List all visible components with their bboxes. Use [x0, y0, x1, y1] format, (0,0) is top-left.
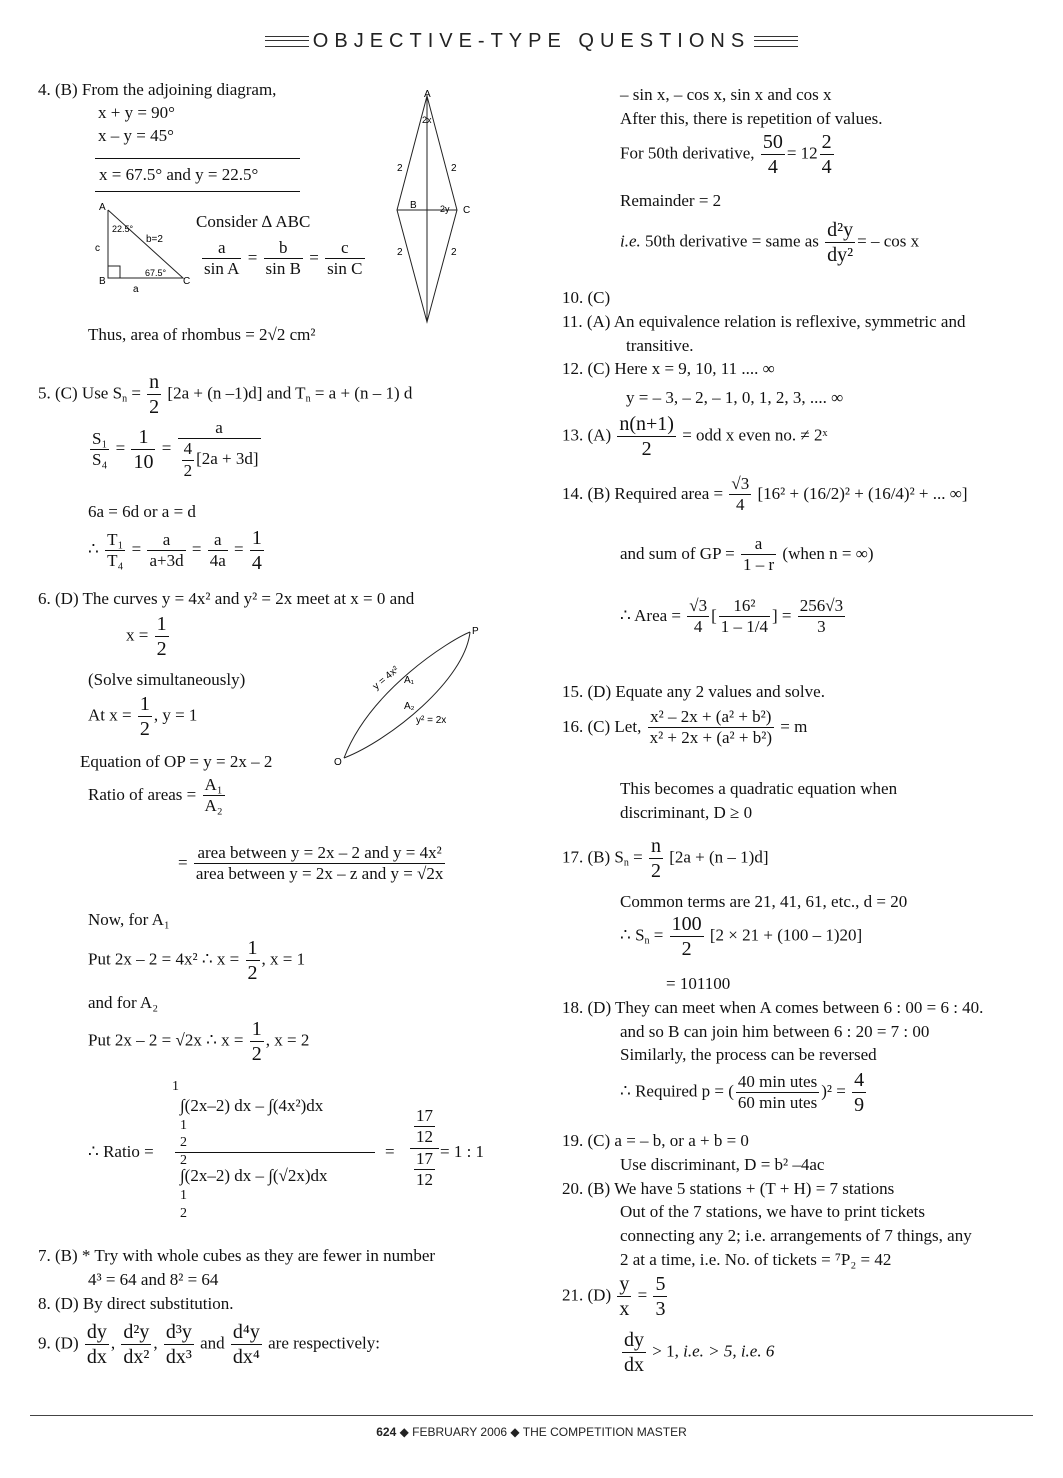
rh-label-A: A: [424, 89, 431, 100]
q6-int-limits-top: 1: [172, 1079, 179, 1094]
q6-result: = 1 : 1: [440, 1142, 485, 1161]
header-rule-right: [754, 36, 798, 47]
q17-line3: ∴ $S_n$ = $\frac{100}{2}$ [2 × 21 + (100 – 1)20]: [620, 913, 863, 960]
q15: 15. (D) Equate any 2 values and solve.: [562, 682, 825, 701]
q18-line1: 18. (D) They can meet when A comes between 6 : 00 = 6 : 40.: [562, 998, 984, 1017]
q14-area: ∴ Area = $\frac{√3}{4}$ [ $\frac{\text{16²}}{1 - 1/4}$ ] = $\frac{256√3}{3}$: [620, 596, 844, 637]
q4-line2: x + y = 90°: [98, 103, 175, 122]
rh-side-4: 2: [451, 247, 457, 258]
q20-line3: connecting any 2; i.e. arrangements of 7 things, any: [620, 1226, 972, 1245]
q6-area-frac: = $\frac{\text{area between y = 2x – 2 and y = 4x²}}{\text{area between y = 2x – z and y = √2x}}$: [178, 843, 444, 884]
rh-label-x: 2x: [422, 115, 432, 125]
q4-area: Thus, area of rhombus = 2√2 cm²: [88, 325, 316, 344]
q16-line2: This becomes a quadratic equation when: [620, 779, 898, 798]
footer-rule: [30, 1415, 1033, 1416]
q17-line2: Common terms are 21, 41, 61, etc., d = 20: [620, 892, 908, 911]
rh-side-2: 2: [451, 163, 457, 174]
tri-angle-a: 22.5°: [112, 224, 134, 234]
q8-line1: 8. (D) By direct substitution.: [38, 1294, 234, 1313]
q5-t-ratio: ∴ $\frac{\text{T₁}}{\text{T₄}}$ = $\frac{a}{a+3d}$ = $\frac{a}{4a}$ = $\frac{1}{4}$: [88, 527, 262, 574]
r-remainder: Remainder = 2: [620, 191, 722, 210]
q21: 21. (D) $\frac{y}{x}$ = $\frac{5}{3}$: [562, 1273, 666, 1320]
curve-label-y22x: y² = 2x: [416, 715, 447, 726]
curve-label-A1: A₁: [404, 675, 415, 686]
q5-line3: 6a = 6d or a = d: [88, 502, 196, 521]
q12-line2: y = – 3, – 2, – 1, 0, 1, 2, 3, .... ∞: [626, 388, 844, 407]
q12-line1: 12. (C) Here x = 9, 10, 11 .... ∞: [562, 359, 775, 378]
q4-line1: 4. (B) From the adjoining diagram,: [38, 80, 277, 99]
q4-consider: Consider ∆ ABC: [196, 212, 311, 231]
rhombus-diagram: [390, 88, 480, 328]
q6-put2: Put 2x – 2 = √2x ∴ x = $\frac{1}{2}$ , x = 2: [88, 1018, 310, 1065]
q18-line4: ∴ Required p = ( $\frac{\text{40 min utes}}{\text{60 min utes}}$ )² = $\frac{4}{9}$: [620, 1069, 865, 1116]
page-footer: [0, 1425, 1063, 1439]
q20-line2: Out of the 7 stations, we have to print tickets: [620, 1202, 925, 1221]
page-header: [0, 30, 1063, 53]
q6-int-limit-e: 2: [180, 1206, 187, 1221]
curve-label-y4x2: y = 4x²: [370, 664, 402, 693]
q9-derivatives: 9. (D) $\frac{dy}{dx}$ , $\frac{\text{d²y}}{\text{dx²}}$ , $\frac{\text{d³y}}{\text{dx³}}$ and $\frac{\text{d⁴y}}{\text{dx⁴}}$ are respectively:: [38, 1321, 380, 1368]
q16-line3: discriminant, D ≥ 0: [620, 803, 753, 822]
rh-label-y: 2y: [440, 204, 450, 214]
rh-label-C: C: [463, 205, 471, 216]
r-line1: – sin x, – cos x, sin x and cos x: [620, 85, 832, 104]
q19-line2: Use discriminant, D = b² –4ac: [620, 1155, 825, 1174]
q6-int-num: ∫(2x–2) dx – ∫(4x²)dx: [180, 1096, 324, 1115]
page-number: 624: [376, 1425, 397, 1439]
q11-line2: transitive.: [626, 336, 694, 355]
q6-int-limit-a: 1: [180, 1118, 187, 1133]
q6-int-limit-d: 1: [180, 1188, 187, 1203]
q18-line2: and so B can join him between 6 : 20 = 7 : 00: [620, 1022, 930, 1041]
q6-op: Equation of OP = y = 2x – 2: [80, 752, 273, 771]
rh-side-3: 2: [397, 247, 403, 258]
triangle-diagram: [95, 200, 195, 295]
tri-label-C: C: [183, 276, 191, 287]
q20-line1: 20. (B) We have 5 stations + (T + H) = 7 stations: [562, 1179, 895, 1198]
q7-line1: 7. (B) * Try with whole cubes as they are fewer in number: [38, 1246, 436, 1265]
tri-label-A: A: [99, 202, 106, 213]
q6-ratio-label: ∴ Ratio =: [88, 1142, 154, 1161]
r-line2: After this, there is repetition of values.: [620, 109, 883, 128]
q6-int-limit-c: 2: [180, 1153, 187, 1168]
curve-label-P: P: [472, 626, 479, 637]
r-50th: For 50th derivative, $\frac{50}{4}$ = 12 $\frac{2}{4}$: [620, 131, 832, 178]
q6-andfor: and for A₂: [88, 993, 159, 1012]
tri-label-b: b=2: [146, 234, 163, 245]
q11-line1: 11. (A) An equivalence relation is reflexive, symmetric and: [562, 312, 966, 331]
q14-gp: and sum of GP = $\frac{a}{1 - r}$ (when n = ∞): [620, 534, 874, 575]
rh-label-B: B: [410, 200, 417, 211]
header-rule-left: [265, 36, 309, 47]
q6-solve: (Solve simultaneously): [88, 670, 246, 689]
curve-label-O: O: [334, 757, 342, 768]
q6-int-den: ∫(2x–2) dx – ∫(√2x)dx: [180, 1166, 328, 1185]
q16: 16. (C) Let, $\frac{\text{x² – 2x + (a² + b²)}}{\text{x² + 2x + (a² + b²)}}$ = m: [562, 707, 808, 748]
q4-boxed-result: x = 67.5° and y = 22.5°: [99, 165, 259, 184]
q4-box-bottom: [95, 191, 300, 192]
q20-line4: 2 at a time, i.e. No. of tickets = ⁷P₂ = 42: [620, 1250, 892, 1269]
q14: 14. (B) Required area = $\frac{√3}{4}$ [16² + (16/2)² + (16/4)² + ... ∞]: [562, 474, 968, 515]
q21-line2: $\frac{dy}{dx}$ > 1, i.e. > 5, i.e. 6: [624, 1329, 775, 1376]
q10: 10. (C): [562, 288, 611, 307]
q5-line1: 5. (C) Use $S_n$ = $\frac{n}{2}$ [2a + (n –1)d] and $T_n = a + (n - 1)$ d: [38, 371, 413, 418]
r-same-as: i.e. 50th derivative = same as $\frac{\text{d²y}}{\text{dy²}}$ = – cos x: [620, 219, 920, 266]
q6-at-x: At x = $\frac{1}{2}$ , y = 1: [88, 693, 198, 740]
q6-x-half: x = $\frac{1}{2}$: [126, 613, 167, 660]
tri-label-B: B: [99, 276, 106, 287]
q6-ratio-17-12: $\frac{\frac{17}{12}}{\frac{17}{12}}$: [408, 1106, 441, 1191]
q6-put1: Put 2x – 2 = 4x² ∴ x = $\frac{1}{2}$ , x = 1: [88, 937, 306, 984]
q4-line3: x – y = 45°: [98, 126, 174, 145]
q13: 13. (A) $\frac{n(n+1)}{2}$ = odd x even no. ≠ 2ˣ: [562, 413, 828, 460]
q4-box-top: [95, 158, 300, 159]
q7-line2: 4³ = 64 and 8² = 64: [88, 1270, 219, 1289]
q18-line3: Similarly, the process can be reversed: [620, 1045, 877, 1064]
curve-diagram: [330, 620, 490, 770]
rh-side-1: 2: [397, 163, 403, 174]
q19-line1: 19. (C) a = – b, or a + b = 0: [562, 1131, 749, 1150]
q6-int-limit-b: 2: [180, 1135, 187, 1150]
q5-ratio: $\frac{\text{S₁}}{\text{S₄}}$ = $\frac{1}{10}$ = a $\frac{4}{2}$ [2a + 3d]: [92, 418, 259, 480]
q6-line1: 6. (D) The curves y = 4x² and y² = 2x meet at x = 0 and: [38, 589, 415, 608]
q6-ratio-areas: Ratio of areas = $\frac{\text{A₁}}{\text{A₂}}$: [88, 775, 223, 816]
tri-label-c: c: [95, 243, 100, 254]
q17: 17. (B) $S_n$ = $\frac{n}{2}$ [2a + (n – 1)d]: [562, 835, 769, 882]
q6-ratio-eq: =: [385, 1142, 395, 1161]
footer-issue: ◆ FEBRUARY 2006 ◆ THE COMPETITION MASTER: [399, 1425, 687, 1439]
q6-now: Now, for A₁: [88, 910, 170, 929]
tri-label-a: a: [133, 284, 139, 295]
tri-angle-c: 67.5°: [145, 268, 167, 278]
q6-int-fraction-bar: [175, 1152, 375, 1153]
header-title: OBJECTIVE-TYPE QUESTIONS: [312, 30, 751, 52]
q4-sine-rule: $\frac{a}{\text{sin A}}$ = $\frac{b}{\text{sin B}}$ = $\frac{c}{\text{sin C}}$: [204, 238, 363, 279]
q17-line4: = 101100: [666, 974, 731, 993]
curve-label-A2: A₂: [404, 701, 415, 712]
